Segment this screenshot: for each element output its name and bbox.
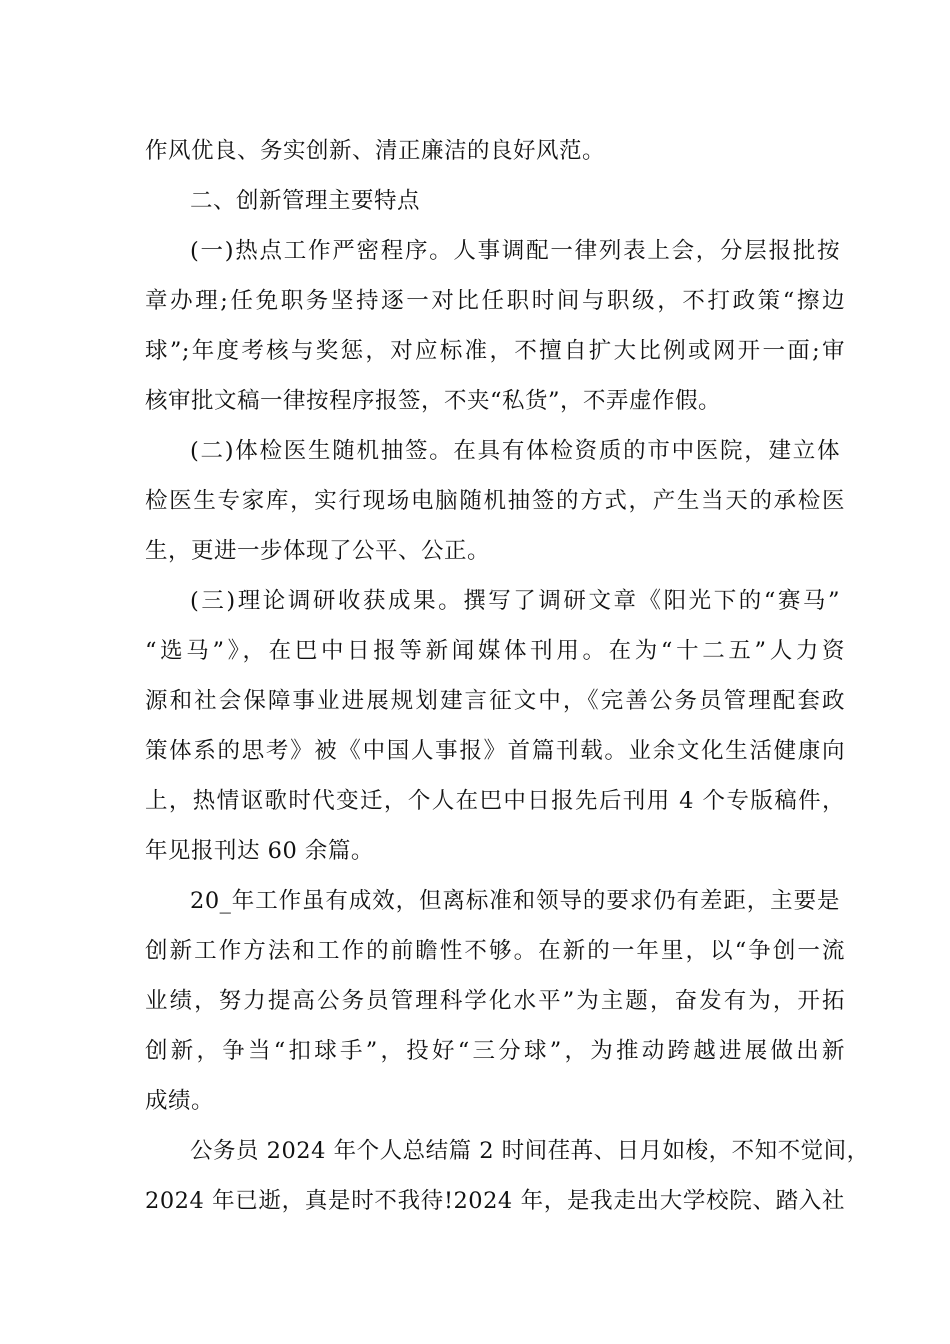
- paragraph-line: 2024 年已逝，真是时不我待!2024 年，是我走出大学校院、踏入社: [145, 1188, 845, 1214]
- paragraph-line: 上，热情讴歌时代变迁，个人在巴中日报先后刊用 4 个专版稿件，: [145, 788, 845, 814]
- paragraph-line: 检医生专家库，实行现场电脑随机抽签的方式，产生当天的承检医: [145, 488, 845, 514]
- paragraph-line: (三)理论调研收获成果。撰写了调研文章《阳光下的“赛马”: [190, 588, 840, 614]
- paragraph-line: 核审批文稿一律按程序报签，不夹“私货”，不弄虚作假。: [145, 388, 722, 414]
- paragraph-line: 源和社会保障事业进展规划建言征文中，《完善公务员管理配套政: [145, 688, 845, 714]
- paragraph-line: (一)热点工作严密程序。人事调配一律列表上会，分层报批按: [190, 238, 840, 264]
- paragraph-line: (二)体检医生随机抽签。在具有体检资质的市中医院，建立体: [190, 438, 840, 464]
- paragraph-line: 章办理;任免职务坚持逐一对比任职时间与职级，不打政策“擦边: [145, 288, 845, 314]
- paragraph-line: “选马”》，在巴中日报等新闻媒体刊用。在为“十二五”人力资: [145, 638, 845, 664]
- paragraph-line: 策体系的思考》被《中国人事报》首篇刊载。业余文化生活健康向: [145, 738, 845, 764]
- section-heading: 二、创新管理主要特点: [190, 188, 421, 214]
- paragraph-line: 创新工作方法和工作的前瞻性不够。在新的一年里，以“争创一流: [145, 938, 845, 964]
- paragraph-line: 年见报刊达 60 余篇。: [145, 838, 374, 864]
- paragraph-line: 业绩，努力提高公务员管理科学化水平”为主题，奋发有为，开拓: [145, 988, 845, 1014]
- paragraph-line: 公务员 2024 年个人总结篇 2 时间荏苒、日月如梭，不知不觉间，: [190, 1138, 870, 1164]
- paragraph-line: 球”;年度考核与奖惩，对应标准，不擅自扩大比例或网开一面;审: [145, 338, 845, 364]
- paragraph-line: 作风优良、务实创新、清正廉洁的良好风范。: [145, 138, 606, 164]
- paragraph-line: 成绩。: [145, 1088, 215, 1114]
- paragraph-line: 生，更进一步体现了公平、公正。: [145, 538, 491, 564]
- paragraph-line: 创新，争当“扣球手”，投好“三分球”，为推动跨越进展做出新: [145, 1038, 845, 1064]
- paragraph-line: 20_年工作虽有成效，但离标准和领导的要求仍有差距，主要是: [190, 888, 840, 914]
